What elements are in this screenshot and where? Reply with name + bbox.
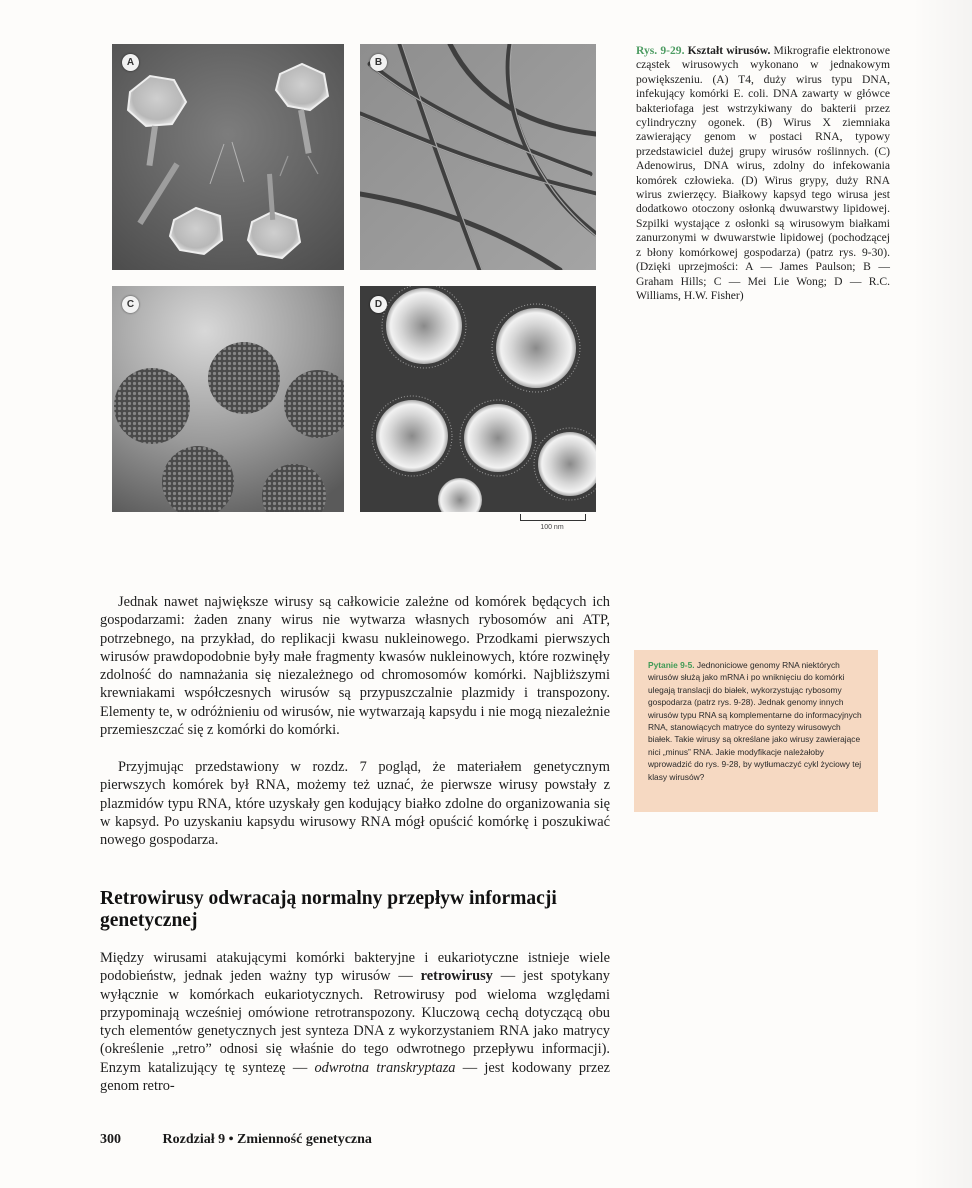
- question-box: [634, 650, 878, 812]
- question-label: Pytanie 9-5.: [648, 660, 695, 670]
- figure-caption-text: Mikrografie elektronowe cząstek wirusowych wykonano w jednakowym powiększeniu. (A) T4, duży wirus typu DNA, infekujący komórki E. coli. DNA zawarty w główce bakteriofaga jest wstrzykiwany do bakterii przez cylindryczny ogonek. (B) Wirus X ziemniaka zawierający genom w postaci RNA, typowy przedstawiciel dużej grupy wirusów roślinnych. (C) Adenowirus, DNA wirus, zdolny do infekowania komórek człowieka. (D) Wirus grypy, duży RNA wirus zwierzęcy. Białkowy kapsyd tego wirusa jest dodatkowo otoczony osłonką dwuwarstwy lipidowej. Szpilki wystające z osłonki są wirusowym białkami zanurzonymi w dwuwarstwie lipidowej (pochodzącej z błony komórkowej gospodarza) (patrz rys. 9-30). (Dzięki uprzejmości: A — James Paulson; B — Graham Hills; C — Mei Lie Wong; D — R.C. Williams, H.W. Fisher): [636, 44, 890, 302]
- text-run: Między wirusami atakującymi komórki bakteryjne i eukariotyczne istnieje wiele podobieństw, jednak jeden ważny typ wirusów —: [100, 950, 610, 985]
- page-footer: [100, 1132, 372, 1148]
- paragraph-text: Przyjmując przedstawiony w rozdz. 7 pogląd, że materiałem genetycznym pierwszych komórek był RNA, możemy też uznać, że pierwsze wirusy powstały z plazmidów typu RNA, które uzyskały gen kodujący białko zdolne do organizowania się w kapsyd. Po uzyskaniu kapsydu wirusowy RNA mógł opuścić komórkę i poszukiwać nowego gospodarza.: [100, 759, 610, 849]
- figure-title: Kształt wirusów.: [687, 44, 771, 57]
- body-paragraph-3: [100, 949, 610, 1095]
- figure-caption: [636, 44, 890, 303]
- page-number: 300: [100, 1132, 121, 1147]
- paragraph-text: [100, 949, 610, 1095]
- figure-number: Rys. 9-29.: [636, 44, 685, 57]
- panel-label-b: B: [370, 54, 387, 71]
- panel-label-c: C: [122, 296, 139, 313]
- body-paragraph-1: [100, 593, 610, 739]
- question-content: [648, 659, 864, 783]
- panel-label-a: A: [122, 54, 139, 71]
- paragraph-text: Jednak nawet największe wirusy są całkowicie zależne od komórek będących ich gospodarzami: żaden znany wirus nie wytwarza własnych rybosomów ani ATP, potrzebnego, na przykład, do replikacji kwasu nukleinowego. Przodkami pierwszych wirusów prawdopodobnie były małe fragmenty kwasów nukleinowych, które rozwinęły zdolność do namnażania się niezależnego od chromosomów komórki. Najbliższymi krewniakami współczesnych wirusów są przypuszczalnie plazmidy i transpozony. Elementy te, w odróżnieniu od wirusów, nie wytwarzają kapsydu i nie mogą niezależnie przemieszczać się z komórki do komórki.: [100, 594, 610, 739]
- scale-bar-label: 100 nm: [540, 524, 564, 531]
- text-run: — jest spotykany wyłącznie w komórkach eukariotycznych. Retrowirusy pod wieloma względami przypominają wcześniej omówione retrotranspozony. Kluczową cechą dotyczącą obu tych elementów genetycznych jest synteza DNA z wykorzystaniem RNA jako matrycy (określenie „retro” odnosi się właśnie do tego odwrotnego przepływu informacji). Enzym katalizujący tę syntezę —: [100, 968, 611, 1076]
- key-term-odwrotna-transkryptaza: odwrotna transkryptaza: [314, 1059, 456, 1076]
- key-term-retrowirusy: retrowirusy: [420, 968, 493, 985]
- micrograph-panel-b: [360, 44, 596, 270]
- text-run: — jest kodowany przez genom retro-: [100, 1059, 610, 1095]
- section-heading: Retrowirusy odwracają normalny przepływ informacji genetycznej: [100, 888, 557, 931]
- panel-label-d: D: [370, 296, 387, 313]
- page-edge-shadow: [912, 0, 972, 1188]
- micrograph-panel-d: [360, 286, 596, 512]
- scale-bar: [520, 514, 586, 521]
- micrograph-panel-c: [112, 286, 344, 512]
- body-paragraph-2: [100, 758, 610, 849]
- question-text: Jednoniciowe genomy RNA niektórych wirusów służą jako mRNA i po wniknięciu do komórki ulegają translacji do białek, wykorzystując rybosomy gospodarza (patrz rys. 9-28). Jednak genomy innych wirusów typu RNA są komplementarne do informacyjnych RNA, stanowiących matryce do syntezy wirusowych białek. Takie wirusy są określane jako wirusy zawierające nici „minus” RNA. Jakie modyfikacje należałoby wprowadzić do rys. 9-28, by wytłumaczyć cykl życiowy tej klasy wirusów?: [648, 660, 862, 782]
- micrograph-panel-a: [112, 44, 344, 270]
- chapter-title: Rozdział 9 • Zmienność genetyczna: [162, 1132, 372, 1147]
